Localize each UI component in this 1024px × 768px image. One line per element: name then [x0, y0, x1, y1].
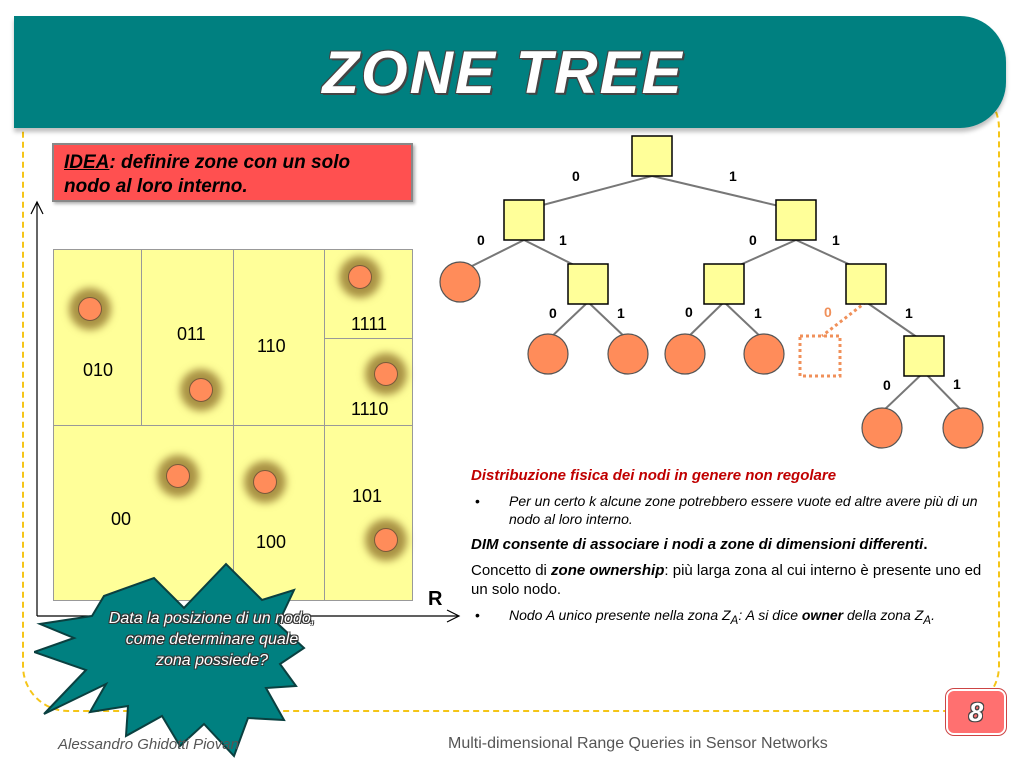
tree-bit: 0	[749, 232, 757, 248]
tree-node-root	[632, 136, 672, 176]
tree-bit: 1	[617, 305, 625, 321]
tree-bit: 0	[685, 304, 693, 320]
ownership-paragraph	[471, 561, 986, 599]
owner-term: owner	[801, 607, 844, 623]
ownership-prefix: Concetto di	[471, 562, 552, 579]
footer-author: Alessandro Ghidotti Piovan	[58, 736, 239, 753]
tree-node-01	[568, 264, 608, 304]
tree-leaf-101	[744, 334, 784, 374]
tree-leaf-100	[665, 334, 705, 374]
zone-label-100: 100	[256, 532, 287, 552]
tree-bit: 0	[572, 168, 580, 184]
tree-node-empty	[800, 336, 840, 376]
dim-text: DIM consente di associare i nodi a zone di dimensioni differenti	[471, 536, 924, 553]
zone-label-010: 010	[83, 360, 114, 380]
tree-bit-empty: 0	[824, 304, 832, 320]
dim-period: .	[923, 536, 928, 553]
zone-label-1111: 1111	[351, 314, 388, 334]
ownership-term: zone ownership	[551, 562, 665, 579]
tree-bit: 1	[832, 232, 840, 248]
idea-label: IDEA	[64, 152, 110, 173]
tree-bit: 0	[549, 305, 557, 321]
tree-bit: 0	[477, 232, 485, 248]
x-axis-label: R	[428, 588, 443, 610]
tree-leaf-010	[528, 334, 568, 374]
tree-node-1	[776, 200, 816, 240]
zone-label-011: 011	[177, 324, 206, 344]
explanation-text	[471, 466, 986, 637]
tree-bit: 1	[905, 305, 913, 321]
tree-leaf-011	[608, 334, 648, 374]
tree-bit: 1	[953, 376, 961, 392]
tree-leaf-00	[440, 262, 480, 302]
section-heading: Distribuzione fisica dei nodi in genere non regolare	[471, 467, 837, 484]
tree-node-11	[846, 264, 886, 304]
callout-text: Data la posizione di un nodo, come determinare quale zona possiede?	[108, 610, 316, 669]
idea-text: : definire zone con un solo nodo al loro interno.	[64, 152, 351, 197]
page-number-badge: 8	[946, 689, 1006, 735]
tree-bit: 1	[729, 168, 737, 184]
zone-label-00: 00	[111, 509, 132, 529]
tree-bit: 1	[754, 305, 762, 321]
footer-course: Multi-dimensional Range Queries in Sensor Networks	[448, 735, 828, 752]
zone-label-1110: 1110	[351, 399, 389, 419]
dim-paragraph	[471, 535, 986, 554]
tree-bit: 0	[883, 377, 891, 393]
tree-node-111	[904, 336, 944, 376]
slide-title: ZONE TREE	[322, 39, 684, 106]
bullet-empty-zones: • Per un certo k alcune zone potrebbero essere vuote ed altre avere più di un nodo al loro interno.	[471, 492, 986, 528]
zone-label-101: 101	[352, 486, 383, 506]
tree-leaf-1111	[943, 408, 983, 448]
zone-label-110: 110	[257, 336, 286, 356]
tree-node-10	[704, 264, 744, 304]
tree-leaf-1110	[862, 408, 902, 448]
ownership-definition: : più larga zona al cui interno è presente uno ed un solo nodo.	[471, 562, 982, 598]
bullet-owner: • Nodo A unico presente nella zona $Z_A$: A si dice owner della zona $Z_A$.	[471, 606, 986, 630]
tree-bit: 1	[559, 232, 567, 248]
tree-node-0	[504, 200, 544, 240]
